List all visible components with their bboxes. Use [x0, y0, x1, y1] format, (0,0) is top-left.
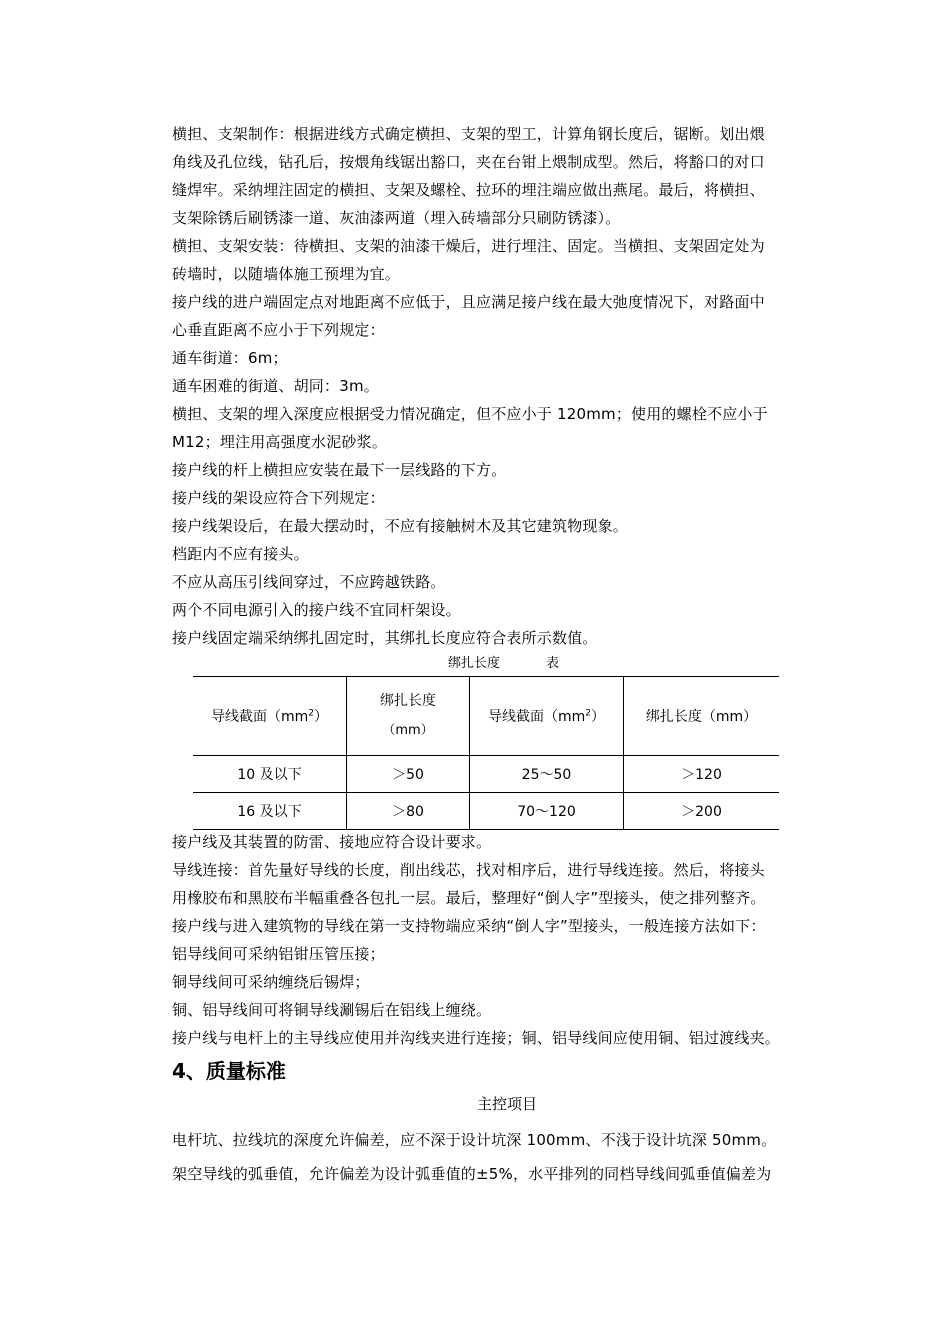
- header-text: 绑扎长度: [380, 693, 436, 709]
- text-line: 支架除锈后刷锈漆一道、灰油漆两道（埋入砖墙部分只刷防锈漆）。: [172, 209, 621, 227]
- table-caption-title: 绑扎长度: [448, 656, 501, 671]
- section-heading: 4、质量标准: [172, 1059, 286, 1083]
- text-line: 接户线的架设应符合下列规定：: [172, 489, 385, 507]
- table-caption-label: 表: [546, 656, 560, 671]
- text-line: 导线连接：首先量好导线的长度，削出线芯，找对相序后，进行导线连接。然后，将接头: [172, 861, 765, 879]
- header-cross-section-2: [470, 677, 624, 756]
- text-line: 用橡胶布和黑胶布半幅重叠各包扎一层。最后，整理好“倒人字”型接头，使之排列整齐。: [172, 889, 766, 907]
- table-header-row: [193, 677, 779, 756]
- text-line: 接户线固定端采纳绑扎固定时，其绑扎长度应符合表所示数值。: [172, 629, 598, 647]
- table-cell: 70～120: [470, 793, 624, 830]
- text-line: 心垂直距离不应小于下列规定：: [172, 321, 385, 339]
- paragraphs-bottom: [172, 1126, 842, 1188]
- text-line: 两个不同电源引入的接户线不宜同杆架设。: [172, 601, 461, 619]
- text-line: 角线及孔位线，钻孔后，按煨角线锯出豁口，夹在台钳上煨制成型。然后，将豁口的对口: [172, 153, 765, 171]
- header-binding-length-2: 绑扎长度（mm）: [624, 677, 780, 756]
- table-caption: [172, 652, 842, 676]
- text-line: 铜导线间可采纳缠绕后锡焊；: [172, 973, 370, 991]
- header-text-end: ）: [591, 709, 605, 725]
- binding-length-table: [193, 676, 779, 830]
- header-unit: （mm）: [382, 723, 434, 738]
- text-line: 砖墙时，以随墙体施工预埋为宜。: [172, 265, 401, 283]
- text-line: 架空导线的弧垂值，允许偏差为设计弧垂值的±5%，水平排列的同档导线间弧垂值偏差为: [172, 1165, 772, 1183]
- text-line: 接户线的进户端固定点对地距离不应低于，且应满足接户线在最大弛度情况下，对路面中: [172, 293, 765, 311]
- text-line: 通车困难的街道、胡同：3m。: [172, 377, 379, 395]
- text-line: 横担、支架制作：根据进线方式确定横担、支架的型工，计算角钢长度后，锯断。划出煨: [172, 125, 765, 143]
- text-line: 通车街道：6m；: [172, 349, 288, 367]
- table-cell: 25～50: [470, 756, 624, 793]
- text-line: 横担、支架的埋入深度应根据受力情况确定，但不应小于 120mm；使用的螺栓不应小于: [172, 405, 768, 423]
- document-body: [172, 120, 842, 1188]
- header-cross-section-1: [193, 677, 347, 756]
- table-cell: ＞120: [624, 756, 780, 793]
- header-superscript: 2: [308, 708, 314, 719]
- text-line: 铜、铝导线间可将铜导线涮锡后在铝线上缠绕。: [172, 1001, 492, 1019]
- text-line: 横担、支架安装：待横担、支架的油漆干燥后，进行埋注、固定。当横担、支架固定处为: [172, 237, 765, 255]
- header-superscript: 2: [585, 708, 591, 719]
- header-text-end: ）: [314, 709, 328, 725]
- text-line: 接户线及其装置的防雷、接地应符合设计要求。: [172, 833, 492, 851]
- header-text: 导线截面（mm: [487, 709, 586, 725]
- table-cell: 10 及以下: [193, 756, 347, 793]
- table-row: [193, 756, 779, 793]
- subheading: 主控项目: [476, 1095, 537, 1113]
- text-line: 铝导线间可采纳铝钳压管压接；: [172, 945, 385, 963]
- table-cell: 16 及以下: [193, 793, 347, 830]
- text-line: 接户线架设后，在最大摆动时，不应有接触树木及其它建筑物现象。: [172, 517, 629, 535]
- header-text: 导线截面（mm: [210, 709, 309, 725]
- text-line: 电杆坑、拉线坑的深度允许偏差，应不深于设计坑深 100mm、不浅于设计坑深 50mm。: [172, 1131, 777, 1149]
- table-cell: ＞200: [624, 793, 780, 830]
- table-cell: ＞50: [347, 756, 470, 793]
- text-line: 接户线与电杆上的主导线应使用并沟线夹进行连接；铜、铝导线间应使用铜、铝过渡线夹。: [172, 1029, 781, 1047]
- text-line: 不应从高压引线间穿过，不应跨越铁路。: [172, 573, 446, 591]
- paragraphs-top: [172, 120, 842, 652]
- text-line: M12；埋注用高强度水泥砂浆。: [172, 433, 388, 451]
- table-row: [193, 793, 779, 830]
- header-binding-length-1: [347, 677, 470, 756]
- text-line: 档距内不应有接头。: [172, 545, 309, 563]
- table-cell: ＞80: [347, 793, 470, 830]
- text-line: 接户线的杆上横担应安装在最下一层线路的下方。: [172, 461, 507, 479]
- text-line: 缝焊牢。采纳埋注固定的横担、支架及螺栓、拉环的埋注端应做出燕尾。最后，将横担、: [172, 181, 765, 199]
- text-line: 接户线与进入建筑物的导线在第一支持物端应采纳“倒人字”型接头，一般连接方法如下：: [172, 917, 766, 935]
- paragraphs-mid: [172, 828, 842, 1052]
